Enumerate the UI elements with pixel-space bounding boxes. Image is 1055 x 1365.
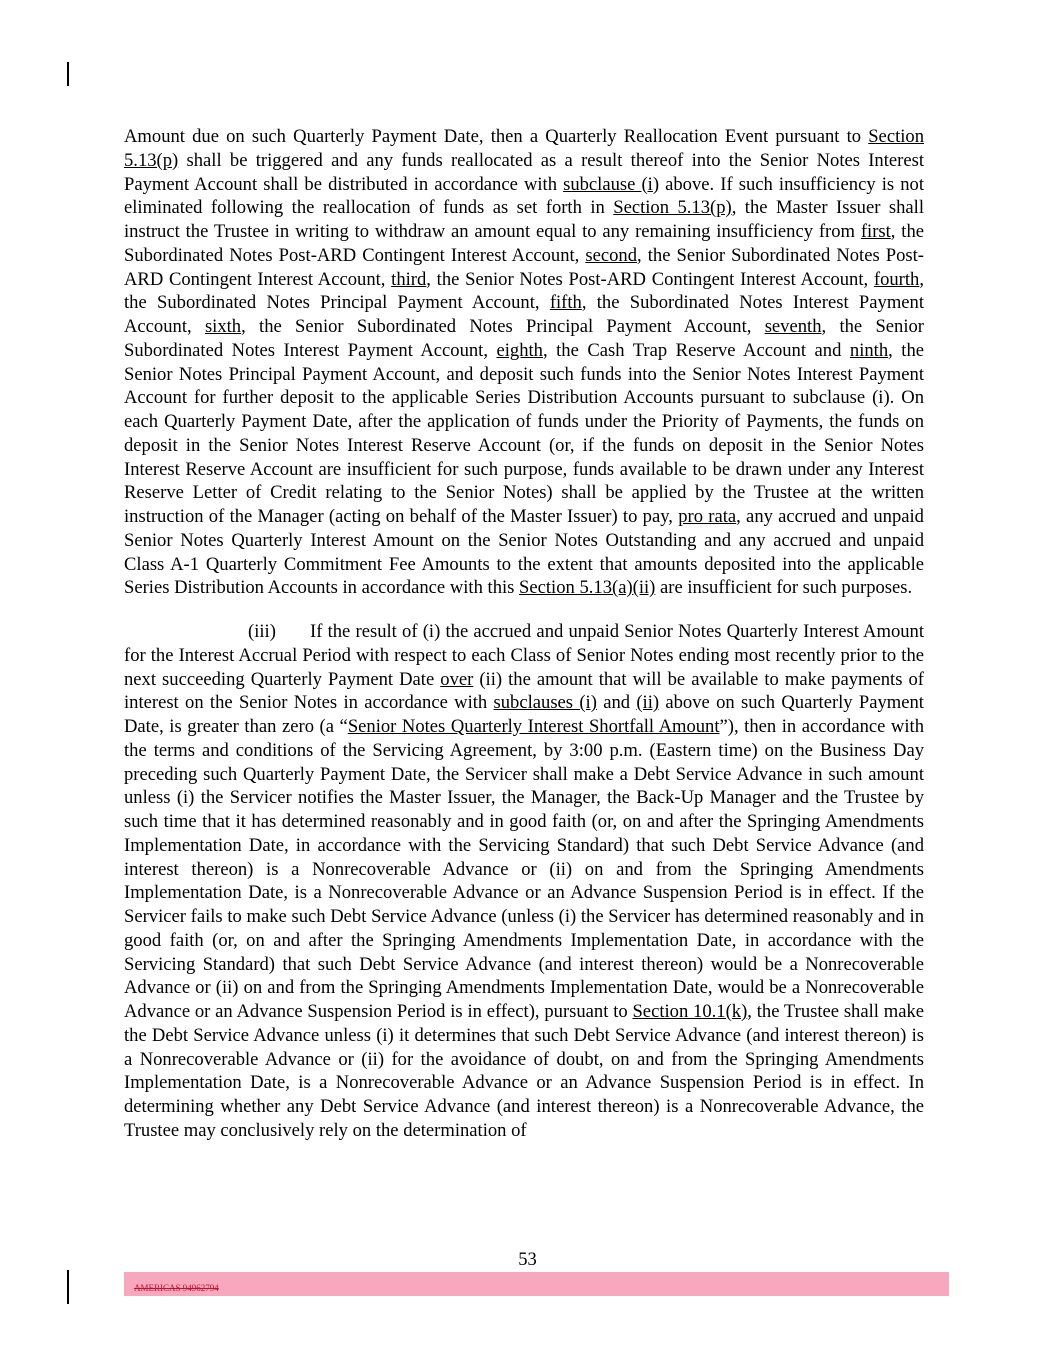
paragraph-2 (124, 620, 924, 1143)
paragraph-1 (124, 125, 924, 600)
document-id: AMERICAS 94962794 (134, 1283, 219, 1293)
text-run: Amount due on such Quarterly Payment Date, then a Quarterly Reallocation Event pursuant to (124, 126, 869, 147)
ordinal-term: fourth (873, 268, 920, 290)
text-run: , the Senior Subordinated Notes Interest Payment Account, (124, 316, 924, 361)
emphasis-term: over (440, 668, 474, 690)
text-run: If the result of (i) the accrued and unpaid Senior Notes Quarterly Interest Amount for the Interest Accrual Period with respect to each Class of Senior Notes ending most recently prior to the next succeeding Quarterly Payment Date (124, 621, 924, 690)
text-run: , the Cash Trap Reserve Account and (542, 339, 850, 361)
section-reference: Section 10.1(k) (632, 1001, 748, 1022)
subclause-reference: (ii) (636, 692, 660, 714)
text-run: and (596, 692, 637, 714)
ordinal-term: second (585, 244, 638, 266)
subclause-reference: subclause (i) (563, 173, 660, 195)
text-run: , the Subordinated Notes Post-ARD Contingent Interest Account, (124, 221, 924, 266)
text-run: , any accrued and unpaid Senior Notes Quarterly Interest Amount on the Senior Notes Outstanding and any accrued and unpaid Class A-1 Quarterly Commitment Fee Amounts to the extent that amounts deposited into the applicable Series Distribution Accounts in accordance with this (124, 506, 924, 599)
text-run: , the Subordinated Notes Interest Payment Account, (124, 292, 924, 337)
footer-band (124, 1272, 949, 1296)
change-bar-bottom (67, 1270, 69, 1304)
text-run: , the Senior Notes Post-ARD Contingent Interest Account, (426, 268, 874, 290)
defined-term: Senior Notes Quarterly Interest Shortfall Amount (347, 716, 720, 737)
section-reference: Section 5.13(p) (124, 126, 924, 171)
text-run: above on such Quarterly Payment Date, is greater than zero (a “ (124, 692, 924, 737)
text-run: , the Senior Subordinated Notes Principal Payment Account, (241, 316, 765, 337)
ordinal-term: seventh (764, 316, 822, 337)
text-run: ”), then in accordance with the terms and conditions of the Servicing Agreement, by 3:00 p.m. (Eastern time) on the Business Day preceding such Quarterly Payment Date, the Servicer shall make a Debt Service Advance in such amount unless (i) the Servicer notifies the Master Issuer, the Manager, the Back-Up Manager and the Trustee by such time that it has determined reasonably and in good faith (or, on and after the Springing Amendments Implementation Date, in accordance with the Servicing Standard) that such Debt Service Advance (and interest thereon) is a Nonrecoverable Advance or (ii) on and from the Springing Amendments Implementation Date, is a Nonrecoverable Advance or an Advance Suspension Period is in effect. If the Servicer fails to make such Debt Service Advance (unless (i) the Servicer has determined reasonably and in good faith (or, on and after the Springing Amendments Implementation Date, in accordance with the Servicing Standard) that such Debt Service Advance (and interest thereon) would be a Nonrecoverable Advance or (ii) on and from the Springing Amendments Implementation Date, would be a Nonrecoverable Advance or an Advance Suspension Period is in effect), pursuant to (124, 716, 924, 1022)
text-run: , the Senior Subordinated Notes Post-ARD Contingent Interest Account, (124, 244, 924, 290)
document-body (124, 125, 924, 1143)
latin-term: pro rata (678, 506, 737, 527)
ordinal-term: eighth (496, 339, 543, 361)
text-run: (ii) the amount that will be available to make payments of interest on the Senior Notes in accordance with (124, 668, 924, 714)
text-run: , the Senior Notes Principal Payment Account, and deposit such funds into the Senior Notes Interest Payment Account for further deposit to the applicable Series Distribution Accounts pursuant to subclause (i). On each Quarterly Payment Date, after the application of funds under the Priority of Payments, the funds on deposit in the Senior Notes Interest Reserve Account (or, if the funds on deposit in the Senior Notes Interest Reserve Account are insufficient for such purpose, funds available to be drawn under any Interest Reserve Letter of Credit relating to the Senior Notes) shall be applied by the Trustee at the written instruction of the Manager (acting on behalf of the Master Issuer) to pay, (124, 339, 924, 527)
ordinal-term: ninth (849, 339, 889, 361)
change-bar-top (67, 62, 69, 86)
text-run: above. If such insufficiency is not eliminated following the reallocation of funds as set forth in (124, 173, 924, 219)
page-number: 53 (518, 1249, 537, 1270)
text-run: are insufficient for such purposes. (655, 577, 913, 599)
clause-number: (iii) (248, 621, 276, 642)
section-reference: Section 5.13(a)(ii) (519, 577, 656, 599)
text-run: , the Subordinated Notes Principal Payment Account, (124, 268, 924, 314)
text-run: , the Master Issuer shall instruct the Trustee in writing to withdraw an amount equal to any remaining insufficiency from (124, 197, 924, 242)
ordinal-term: first (860, 221, 891, 242)
section-reference: Section 5.13(p) (613, 197, 732, 219)
ordinal-term: sixth (204, 316, 242, 337)
subclause-reference: subclauses (i) (493, 692, 597, 714)
text-run: shall be triggered and any funds reallocated as a result thereof into the Senior Notes Interest Payment Account shall be distributed in accordance with (124, 149, 924, 195)
ordinal-term: fifth (549, 292, 582, 314)
text-run: , the Trustee shall make the Debt Service Advance unless (i) it determines that such Debt Service Advance (and interest thereon) is a Nonrecoverable Advance or (ii) for the avoidance of doubt, on and from the Springing Amendments Implementation Date, is a Nonrecoverable Advance or an Advance Suspension Period is in effect. In determining whether any Debt Service Advance (and interest thereon) is a Nonrecoverable Advance, the Trustee may conclusively rely on the determination of (124, 1001, 925, 1141)
ordinal-term: third (391, 268, 427, 290)
